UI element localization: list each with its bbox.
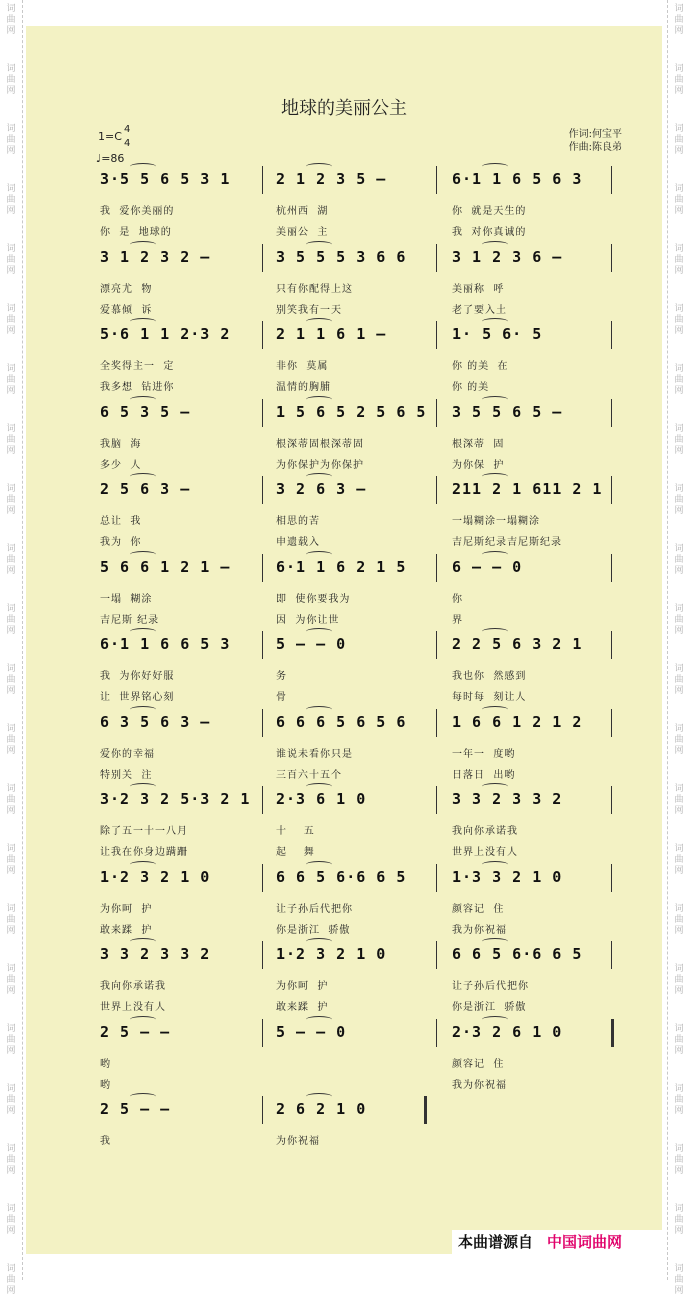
watermark-text: 词 曲 网 (674, 4, 684, 36)
measure-notes: 2·3 6 1 0 (276, 790, 367, 808)
watermark-text: 词 曲 网 (674, 1204, 684, 1236)
watermark-text: 词 曲 网 (6, 4, 16, 36)
slur-mark (130, 551, 156, 558)
bar-line (436, 244, 437, 272)
lyric-line: 界 (452, 614, 463, 626)
slur-mark (482, 1016, 508, 1023)
bar-line (611, 631, 612, 659)
watermark-text: 词 曲 网 (6, 364, 16, 396)
measure-notes: 3 5 5 6 5 – (452, 402, 563, 421)
watermark-text: 词 曲 网 (6, 664, 16, 696)
slur-mark (306, 1093, 332, 1100)
watermark-text: 词 曲 网 (6, 904, 16, 936)
bar-line (436, 321, 437, 349)
lyric-line: 为你保 护 (452, 459, 505, 471)
bar-line (611, 786, 612, 814)
lyric-line: 因 为你让世 (276, 614, 340, 626)
lyric-line: 别笑我有一天 (276, 304, 342, 316)
watermark-text: 词 曲 网 (6, 604, 16, 636)
time-signature-top: 4 (124, 124, 131, 135)
slur-mark (482, 318, 508, 325)
slur-mark (130, 706, 156, 713)
score-sheet (26, 26, 662, 1254)
lyric-line: 我多想 钻进你 (100, 382, 175, 393)
measure-notes: 3·2 3 2 5·3 2 1 (100, 790, 251, 808)
lyric-line: 一塌糊涂一塌糊涂 (452, 516, 540, 527)
slur-mark (306, 396, 332, 403)
slur-mark (482, 396, 508, 403)
lyric-line: 你 的美 在 (452, 361, 509, 372)
lyric-line: 总让 我 (100, 516, 142, 527)
lyric-line: 一塌 糊涂 (100, 593, 153, 605)
measure-notes: 5 – – 0 (276, 1022, 347, 1041)
slur-mark (482, 628, 508, 635)
footer-site-link[interactable]: 中国词曲网 (547, 1233, 623, 1251)
lyric-line: 起 舞 (276, 847, 315, 858)
bar-line (262, 1096, 263, 1124)
measure-notes: 1·2 3 2 1 0 (276, 945, 387, 963)
bar-line (611, 864, 612, 892)
watermark-text: 词 曲 网 (674, 1264, 684, 1296)
measure-notes: 5·6 1 1 2·3 2 (100, 325, 231, 343)
lyric-line: 你 就是天生的 (452, 206, 527, 217)
lyric-line: 让子孙后代把你 (452, 981, 529, 992)
slur-mark (306, 241, 332, 248)
slur-mark (306, 318, 332, 325)
lyric-line: 我为你祝福 (452, 1079, 507, 1091)
measure-notes: 211 2 1 611 2 1 (452, 480, 603, 498)
watermark-text: 词 曲 网 (674, 1144, 684, 1176)
lyric-line: 特别关 注 (100, 769, 153, 781)
bar-line (436, 941, 437, 969)
lyric-line: 颜容记 住 (452, 1058, 505, 1070)
watermark-text: 词 曲 网 (6, 484, 16, 516)
measure-notes: 3 1 2 3 2 – (100, 247, 211, 266)
measure-notes: 3·5 5 6 5 3 1 (100, 170, 231, 188)
bar-line (262, 941, 263, 969)
measure-notes: 6·1 1 6 6 5 3 (100, 635, 231, 653)
slur-mark (482, 783, 508, 790)
lyric-line: 根深蒂 固 (452, 438, 505, 450)
lyric-line: 漂亮尤 物 (100, 283, 153, 295)
lyric-line: 日落日 出哟 (452, 769, 516, 781)
lyric-line: 我脑 海 (100, 438, 142, 450)
lyric-line: 为你祝福 (276, 1136, 320, 1147)
watermark-text: 词 曲 网 (6, 244, 16, 276)
watermark-text: 词 曲 网 (674, 484, 684, 516)
bar-line (262, 709, 263, 737)
lyric-line: 我向你承诺我 (452, 826, 518, 837)
bar-line (611, 476, 612, 504)
bar-line (262, 166, 263, 194)
measure-notes: 1 6 6 1 2 1 2 (452, 712, 583, 731)
slur-mark (306, 938, 332, 945)
bar-line (262, 1019, 263, 1047)
lyric-line: 只有你配得上这 (276, 283, 353, 295)
bar-line (436, 1019, 437, 1047)
lyric-line: 颜容记 住 (452, 903, 505, 915)
measure-notes: 5 – – 0 (276, 635, 347, 653)
lyric-line: 为你呵 护 (100, 903, 153, 915)
watermark-text: 词 曲 网 (674, 1024, 684, 1056)
watermark-text: 词 曲 网 (674, 604, 684, 636)
slur-mark (482, 473, 508, 480)
lyric-line: 多少 人 (100, 459, 142, 471)
watermark-text: 词 曲 网 (6, 1084, 16, 1116)
watermark-text: 词 曲 网 (6, 784, 16, 816)
tempo-mark: ♩=86 (96, 152, 125, 165)
measure-notes: 5 6 6 1 2 1 – (100, 557, 231, 576)
bar-line (611, 166, 612, 194)
watermark-text: 词 曲 网 (674, 64, 684, 96)
watermark-text: 词 曲 网 (674, 544, 684, 576)
measure-notes: 3 2 6 3 – (276, 480, 367, 498)
lyricist-credit: 作词:何宝平 (568, 129, 622, 140)
watermark-text: 词 曲 网 (674, 784, 684, 816)
slur-mark (482, 861, 508, 868)
watermark-text: 词 曲 网 (6, 724, 16, 756)
measure-notes: 1 5 6 5 2 5 6 5 (276, 402, 427, 421)
lyric-line: 一年一 度哟 (452, 748, 516, 760)
tempo-value: =86 (101, 152, 125, 165)
watermark-text: 词 曲 网 (6, 124, 16, 156)
slur-mark (482, 551, 508, 558)
watermark-text: 词 曲 网 (6, 424, 16, 456)
watermark-text: 词 曲 网 (6, 844, 16, 876)
lyric-line: 世界上没有人 (100, 1002, 166, 1013)
bar-line (611, 1019, 614, 1047)
slur-mark (306, 861, 332, 868)
lyric-line: 谁说未看你只是 (276, 748, 353, 760)
watermark-text: 词 曲 网 (674, 124, 684, 156)
measure-notes: 2 5 6 3 – (100, 480, 191, 498)
slur-mark (130, 1016, 156, 1023)
measure-notes: 6 – – 0 (452, 557, 523, 576)
measure-notes: 1· 5 6· 5 (452, 325, 543, 343)
watermark-text: 词 曲 网 (6, 1264, 16, 1296)
slur-mark (482, 241, 508, 248)
measure-notes: 6 6 5 6·6 6 5 (276, 867, 407, 886)
lyric-line: 除了五一十一八月 (100, 826, 188, 837)
lyric-line: 我为你祝福 (452, 924, 507, 936)
bar-line (611, 321, 612, 349)
bar-line (611, 709, 612, 737)
lyric-line: 务 (276, 671, 287, 682)
watermark-text: 词 曲 网 (6, 304, 16, 336)
watermark-text: 词 曲 网 (674, 424, 684, 456)
slur-mark (306, 706, 332, 713)
source-footer (452, 1230, 662, 1254)
lyric-line: 美丽称 呼 (452, 283, 505, 295)
lyric-line: 申遗载入 (276, 537, 320, 548)
slur-mark (130, 938, 156, 945)
lyric-line: 十 五 (276, 826, 315, 837)
measure-notes: 3 3 2 3 3 2 (452, 790, 563, 808)
slur-mark (130, 473, 156, 480)
lyric-line: 让子孙后代把你 (276, 903, 353, 915)
watermark-text: 词 曲 网 (6, 964, 16, 996)
watermark-text: 词 曲 网 (674, 184, 684, 216)
measure-notes: 6 6 6 5 6 5 6 (276, 712, 407, 731)
measure-notes: 1·2 3 2 1 0 (100, 867, 211, 886)
lyric-line: 你 是 地球的 (100, 227, 172, 238)
lyric-line: 你是浙江 骄傲 (452, 1002, 527, 1013)
lyric-line: 非你 莫属 (276, 361, 329, 372)
slur-mark (130, 783, 156, 790)
measure-notes: 2 6 2 1 0 (276, 1100, 367, 1118)
measure-notes: 2 5 – – (100, 1100, 171, 1118)
watermark-text: 词 曲 网 (6, 544, 16, 576)
time-signature-bottom: 4 (124, 138, 131, 149)
lyric-line: 你 的美 (452, 382, 490, 393)
bar-line (262, 476, 263, 504)
bar-line (262, 321, 263, 349)
left-watermark-strip (0, 0, 23, 1296)
bar-line (262, 399, 263, 427)
slur-mark (482, 706, 508, 713)
bar-line (436, 476, 437, 504)
watermark-text: 词 曲 网 (6, 64, 16, 96)
composer-credit: 作曲:陈良弟 (568, 142, 622, 153)
slur-mark (130, 241, 156, 248)
lyric-line: 爱慕倾 诉 (100, 304, 153, 316)
measure-notes: 2 5 – – (100, 1022, 171, 1041)
lyric-line: 温情的胸脯 (276, 382, 331, 393)
measure-notes: 6 3 5 6 3 – (100, 712, 211, 731)
song-title: 地球的美丽公主 (281, 98, 407, 119)
bar-line (262, 631, 263, 659)
lyric-line: 吉尼斯纪录吉尼斯纪录 (452, 537, 562, 548)
watermark-text: 词 曲 网 (674, 304, 684, 336)
lyric-line: 相思的苦 (276, 516, 320, 527)
slur-mark (130, 1093, 156, 1100)
lyric-line: 我为 你 (100, 537, 142, 548)
slur-mark (306, 473, 332, 480)
slur-mark (130, 861, 156, 868)
slur-mark (130, 163, 156, 170)
lyric-line: 你是浙江 骄傲 (276, 924, 351, 936)
bar-line (262, 554, 263, 582)
measure-notes: 2 2 5 6 3 2 1 (452, 635, 583, 653)
slur-mark (306, 163, 332, 170)
lyric-line: 为你呵 护 (276, 981, 329, 992)
measure-notes: 6 5 3 5 – (100, 402, 191, 421)
measure-notes: 6 6 5 6·6 6 5 (452, 945, 583, 963)
lyric-line: 为你保护为你保护 (276, 459, 364, 471)
slur-mark (306, 551, 332, 558)
bar-line (436, 631, 437, 659)
watermark-text: 词 曲 网 (6, 1204, 16, 1236)
lyric-line: 世界上没有人 (452, 847, 518, 858)
watermark-text: 词 曲 网 (674, 724, 684, 756)
bar-line (611, 399, 612, 427)
bar-line (436, 399, 437, 427)
slur-mark (306, 1016, 332, 1023)
measure-notes: 1·3 3 2 1 0 (452, 867, 563, 886)
slur-mark (482, 938, 508, 945)
measure-notes: 3 1 2 3 6 – (452, 247, 563, 266)
bar-line (436, 166, 437, 194)
bar-line (436, 709, 437, 737)
slur-mark (482, 163, 508, 170)
lyric-line: 我 (100, 1136, 111, 1147)
lyric-line: 哟 (100, 1058, 111, 1070)
watermark-text: 词 曲 网 (674, 244, 684, 276)
key-signature: 1=C (98, 130, 122, 143)
measure-notes: 2·3 2 6 1 0 (452, 1022, 563, 1041)
measure-notes: 2 1 1 6 1 – (276, 325, 387, 343)
bar-line (436, 554, 437, 582)
lyric-line: 我 对你真诚的 (452, 227, 527, 238)
watermark-text: 词 曲 网 (6, 1024, 16, 1056)
measure-notes: 2 1 2 3 5 – (276, 170, 387, 188)
lyric-line: 即 使你要我为 (276, 593, 351, 605)
slur-mark (306, 628, 332, 635)
bar-line (424, 1096, 427, 1124)
lyric-line: 爱你的幸福 (100, 748, 155, 760)
lyric-line: 你 (452, 593, 463, 605)
lyric-line: 我 为你好好服 (100, 671, 175, 682)
watermark-text: 词 曲 网 (674, 364, 684, 396)
measure-notes: 6·1 1 6 5 6 3 (452, 170, 583, 188)
footer-source-text: 本曲谱源自 (458, 1233, 534, 1251)
measure-notes: 3 3 2 3 3 2 (100, 945, 211, 963)
bar-line (611, 554, 612, 582)
lyric-line: 全奖得主一 定 (100, 361, 175, 372)
lyric-line: 三百六十五个 (276, 769, 342, 781)
bar-line (436, 864, 437, 892)
lyric-line: 根深蒂固根深蒂固 (276, 438, 364, 450)
lyric-line: 让我在你身边蹒跚 (100, 847, 188, 858)
lyric-line: 我 爱你美丽的 (100, 206, 175, 217)
slur-mark (130, 628, 156, 635)
measure-notes: 3 5 5 5 3 6 6 (276, 247, 407, 266)
lyric-line: 我也你 然感到 (452, 671, 527, 682)
lyric-line: 杭州西 湖 (276, 206, 329, 217)
watermark-text: 词 曲 网 (674, 1084, 684, 1116)
watermark-text: 词 曲 网 (674, 904, 684, 936)
credits (569, 128, 622, 154)
lyric-line: 哟 (100, 1079, 111, 1091)
lyric-line: 敢来蹂 护 (276, 1002, 329, 1013)
bar-line (262, 786, 263, 814)
bar-line (436, 786, 437, 814)
lyric-line: 让 世界铭心刻 (100, 692, 175, 703)
watermark-text: 词 曲 网 (674, 964, 684, 996)
right-watermark-strip (667, 0, 690, 1296)
bar-line (611, 244, 612, 272)
slur-mark (130, 318, 156, 325)
lyric-line: 老了要入土 (452, 304, 507, 316)
measure-notes: 6·1 1 6 2 1 5 (276, 557, 407, 576)
lyric-line: 每时每 刻让人 (452, 692, 527, 703)
watermark-text: 词 曲 网 (6, 1144, 16, 1176)
lyric-line: 骨 (276, 692, 287, 703)
bar-line (262, 864, 263, 892)
slur-mark (130, 396, 156, 403)
lyric-line: 我向你承诺我 (100, 981, 166, 992)
bar-line (262, 244, 263, 272)
lyric-line: 敢来蹂 护 (100, 924, 153, 936)
bar-line (611, 941, 612, 969)
watermark-text: 词 曲 网 (674, 664, 684, 696)
watermark-text: 词 曲 网 (6, 184, 16, 216)
watermark-text: 词 曲 网 (674, 844, 684, 876)
lyric-line: 美丽公 主 (276, 227, 329, 238)
slur-mark (306, 783, 332, 790)
lyric-line: 吉尼斯 纪录 (100, 614, 160, 626)
